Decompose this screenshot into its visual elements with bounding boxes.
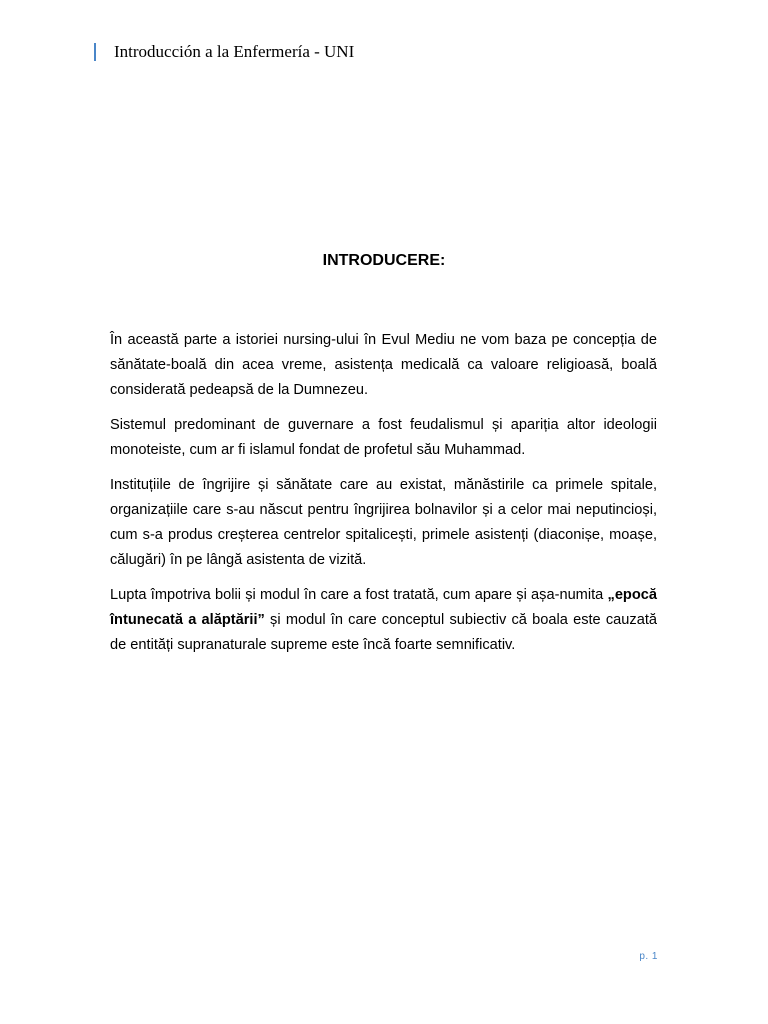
running-header [94, 42, 354, 62]
header-accent-bar [94, 43, 96, 61]
paragraph-3: Instituțiile de îngrijire și sănătate care au existat, mănăstirile ca primele spitale, organizațiile care s-au născut pentru îngrijirea bolnavilor și a celor mai neputincioși, cum s-a produs creșterea centrelor spitalicești, primele asistenți (diaconișe, moașe, călugări) în pe lângă asistenta de vizită. [110, 477, 657, 568]
paragraph-4-tail: și modul în care conceptul subiectiv că boala este cauzată de entități supranaturale supreme este încă foarte semnificativ. [110, 612, 657, 653]
header-title: Introducción a la Enfermería - UNI [114, 42, 355, 61]
paragraph-1: În această parte a istoriei nursing-ului în Evul Mediu ne vom baza pe concepția de sănătate-boală din acea vreme, asistența medicală ca valoare religioasă, boală considerată pedeapsă de la Dumnezeu. [110, 332, 657, 398]
paragraph-2: Sistemul predominant de guvernare a fost feudalismul și apariția altor ideologii monoteiste, cum ar fi islamul fondat de profetul său Muhammad. [110, 417, 657, 458]
paragraph-4-emphasis: „epocă întunecată a alăptării” [110, 587, 657, 628]
paragraph-4-lead: Lupta împotriva bolii și modul în care a fost tratată, cum apare și așa-numita [110, 587, 608, 603]
paragraph-4 [110, 583, 657, 658]
section-heading: INTRODUCERE: [322, 252, 446, 269]
body-text [110, 328, 657, 668]
page-number: p. 1 [639, 951, 658, 962]
